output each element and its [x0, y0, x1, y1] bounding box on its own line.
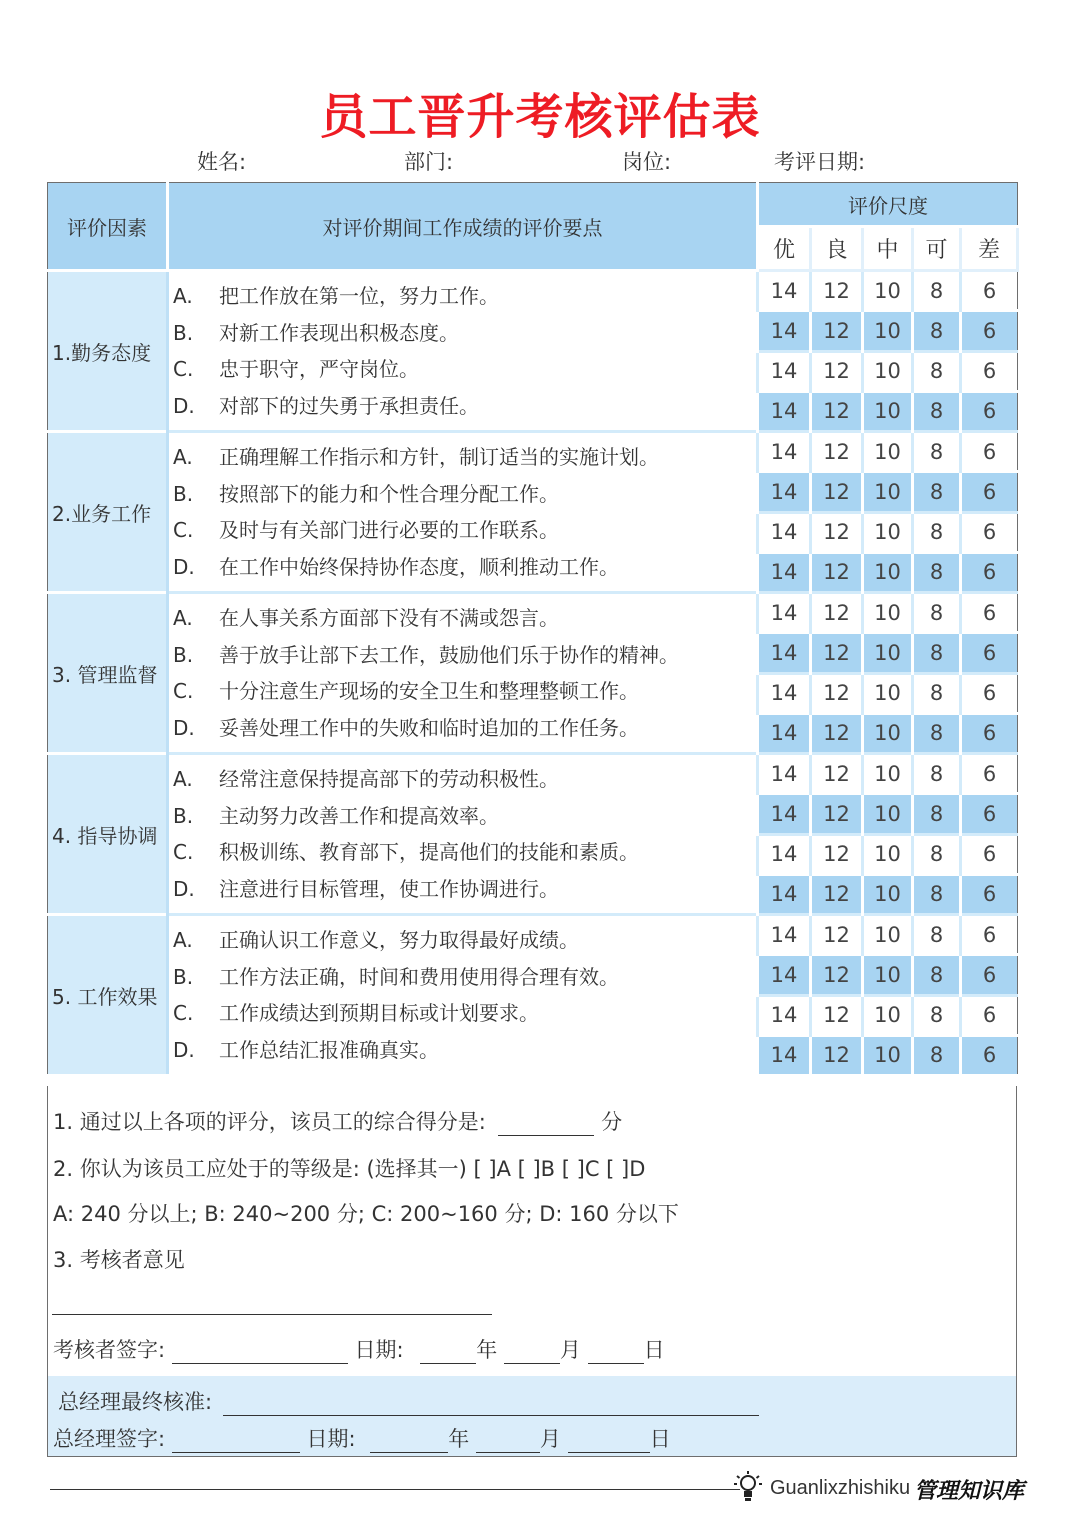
- score-cell[interactable]: 8: [913, 673, 961, 713]
- score-cell[interactable]: 14: [758, 552, 811, 592]
- criteria-letter: D.: [173, 554, 195, 579]
- score-cell[interactable]: 14: [758, 432, 811, 472]
- position-label: 岗位:: [622, 150, 672, 174]
- grade-good: 良: [811, 227, 863, 271]
- score-cell[interactable]: 6: [961, 1035, 1018, 1074]
- criteria-cell: [168, 271, 758, 432]
- score-cell[interactable]: 14: [758, 713, 811, 753]
- criteria-item: [173, 761, 756, 798]
- score-cell[interactable]: 6: [961, 391, 1018, 431]
- score-cell[interactable]: 12: [811, 915, 863, 955]
- criteria-item: [173, 278, 756, 315]
- score-cell[interactable]: 10: [863, 955, 913, 995]
- score-cell[interactable]: 10: [863, 713, 913, 753]
- criteria-letter: A.: [173, 284, 193, 308]
- score-cell[interactable]: 10: [863, 391, 913, 431]
- score-cell[interactable]: 6: [961, 512, 1018, 552]
- criteria-letter: B.: [173, 642, 194, 667]
- page-title: 员工晋升考核评估表: [319, 89, 761, 145]
- score-cell[interactable]: 8: [913, 1035, 961, 1074]
- score-cell[interactable]: 14: [758, 593, 811, 633]
- criteria-letter: D.: [173, 393, 195, 418]
- score-cell[interactable]: 10: [863, 552, 913, 592]
- score-cell[interactable]: 8: [913, 915, 961, 955]
- gm-month-field[interactable]: [476, 1430, 540, 1453]
- score-cell[interactable]: 14: [758, 351, 811, 391]
- opinion-field[interactable]: [52, 1314, 492, 1315]
- table-row: [48, 915, 1018, 955]
- gm-sign-line: [53, 1423, 671, 1453]
- factor-cell: 1.勤务态度: [48, 271, 168, 432]
- gm-day-field[interactable]: [568, 1430, 650, 1453]
- score-cell[interactable]: 8: [913, 512, 961, 552]
- table-row: [48, 271, 1018, 311]
- score-cell[interactable]: 14: [758, 472, 811, 512]
- criteria-letter: A.: [173, 445, 193, 469]
- score-cell[interactable]: 6: [961, 754, 1018, 794]
- factor-cell: 3. 管理监督: [48, 593, 168, 754]
- criteria-letter: B.: [173, 481, 194, 506]
- total-score-label: 1. 通过以上各项的评分，该员工的综合得分是:: [53, 1110, 486, 1134]
- gm-date-label: 日期:: [306, 1427, 356, 1451]
- score-cell[interactable]: 12: [811, 472, 863, 512]
- criteria-letter: B.: [173, 964, 194, 989]
- criteria-item: [173, 351, 756, 388]
- criteria-text: 工作方法正确，时间和费用使用得合理有效。: [219, 964, 619, 989]
- score-cell[interactable]: 12: [811, 995, 863, 1035]
- gm-sign-field[interactable]: [172, 1430, 300, 1453]
- score-cell[interactable]: 14: [758, 391, 811, 431]
- score-cell[interactable]: 10: [863, 472, 913, 512]
- score-cell[interactable]: 14: [758, 673, 811, 713]
- table-body: [48, 271, 1018, 1075]
- grade-average: 中: [863, 227, 913, 271]
- criteria-item: [173, 388, 756, 425]
- score-cell[interactable]: 12: [811, 955, 863, 995]
- score-cell[interactable]: 8: [913, 834, 961, 874]
- criteria-letter: D.: [173, 876, 195, 901]
- score-cell[interactable]: 14: [758, 995, 811, 1035]
- criteria-letter: D.: [173, 1037, 195, 1062]
- score-cell[interactable]: 6: [961, 271, 1018, 311]
- reviewer-day-field[interactable]: [588, 1341, 644, 1364]
- criteria-letter: A.: [173, 606, 193, 630]
- criteria-text: 在工作中始终保持协作态度，顺利推动工作。: [219, 554, 619, 579]
- day-label: 日: [643, 1338, 665, 1362]
- criteria-text: 及时与有关部门进行必要的工作联系。: [219, 518, 559, 542]
- criteria-text: 工作总结汇报准确真实。: [219, 1037, 439, 1062]
- score-cell[interactable]: 6: [961, 432, 1018, 472]
- score-cell[interactable]: 12: [811, 552, 863, 592]
- score-cell[interactable]: 6: [961, 955, 1018, 995]
- criteria-item: [173, 315, 756, 352]
- criteria-text: 对新工作表现出积极态度。: [219, 320, 459, 345]
- header-factor: 评价因素: [48, 183, 168, 271]
- score-cell[interactable]: 12: [811, 794, 863, 834]
- criteria-item: [173, 549, 756, 586]
- score-cell[interactable]: 10: [863, 311, 913, 351]
- score-cell[interactable]: 8: [913, 794, 961, 834]
- score-cell[interactable]: 14: [758, 512, 811, 552]
- score-cell[interactable]: 6: [961, 874, 1018, 914]
- score-cell[interactable]: 10: [863, 432, 913, 472]
- reviewer-sign-field[interactable]: [172, 1341, 348, 1364]
- table-row: [48, 432, 1018, 472]
- score-cell[interactable]: 10: [863, 271, 913, 311]
- criteria-text: 忠于职守，严守岗位。: [219, 357, 419, 381]
- criteria-letter: B.: [173, 803, 194, 828]
- criteria-text: 正确认识工作意义，努力取得最好成绩。: [219, 928, 579, 952]
- score-cell[interactable]: 14: [758, 874, 811, 914]
- grade-excellent: 优: [758, 227, 811, 271]
- criteria-text: 正确理解工作指示和方针，制订适当的实施计划。: [219, 445, 659, 469]
- reviewer-year-field[interactable]: [420, 1341, 476, 1364]
- score-cell[interactable]: 10: [863, 593, 913, 633]
- score-cell[interactable]: 6: [961, 633, 1018, 673]
- criteria-text: 对部下的过失勇于承担责任。: [219, 393, 479, 418]
- factor-cell: 5. 工作效果: [48, 915, 168, 1075]
- score-cell[interactable]: 6: [961, 311, 1018, 351]
- criteria-item: [173, 834, 756, 871]
- criteria-text: 把工作放在第一位，努力工作。: [219, 284, 499, 308]
- criteria-text: 善于放手让部下去工作，鼓励他们乐于协作的精神。: [219, 642, 679, 667]
- summary-section: [47, 1086, 1017, 1457]
- score-cell[interactable]: 12: [811, 391, 863, 431]
- factor-cell: 4. 指导协调: [48, 754, 168, 915]
- gm-approval-band: [48, 1376, 1016, 1456]
- criteria-item: [173, 476, 756, 513]
- score-cell[interactable]: 6: [961, 472, 1018, 512]
- gm-approve-field[interactable]: [223, 1393, 759, 1416]
- grade-question: 2. 你认为该员工应处于的等级是: (选择其一) [ ]A [ ]B [ ]C [ ]D: [53, 1157, 646, 1181]
- criteria-item: [173, 995, 756, 1032]
- score-cell[interactable]: 6: [961, 673, 1018, 713]
- score-cell[interactable]: 12: [811, 754, 863, 794]
- score-cell[interactable]: 8: [913, 754, 961, 794]
- gm-approve-line: [58, 1386, 759, 1416]
- score-cell[interactable]: 10: [863, 512, 913, 552]
- criteria-item: [173, 959, 756, 996]
- score-cell[interactable]: 6: [961, 552, 1018, 592]
- criteria-letter: A.: [173, 928, 193, 952]
- score-cell[interactable]: 12: [811, 351, 863, 391]
- score-cell[interactable]: 10: [863, 874, 913, 914]
- criteria-item: [173, 673, 756, 710]
- criteria-letter: C.: [173, 679, 194, 703]
- info-row: [0, 146, 1080, 176]
- score-cell[interactable]: 10: [863, 351, 913, 391]
- score-cell[interactable]: 8: [913, 432, 961, 472]
- score-cell[interactable]: 12: [811, 834, 863, 874]
- criteria-letter: C.: [173, 1001, 194, 1025]
- evaluation-table: [47, 182, 1019, 1074]
- criteria-letter: B.: [173, 320, 194, 345]
- criteria-letter: C.: [173, 840, 194, 864]
- reviewer-sign-line: [53, 1334, 665, 1364]
- reviewer-month-field[interactable]: [504, 1341, 560, 1364]
- month-label: 月: [559, 1338, 581, 1362]
- score-cell[interactable]: 8: [913, 271, 961, 311]
- criteria-cell: [168, 754, 758, 915]
- name-label: 姓名:: [197, 150, 247, 174]
- criteria-text: 妥善处理工作中的失败和临时追加的工作任务。: [219, 715, 639, 740]
- total-score-line: [53, 1106, 622, 1136]
- criteria-text: 工作成绩达到预期目标或计划要求。: [219, 1001, 539, 1025]
- score-cell[interactable]: 10: [863, 754, 913, 794]
- criteria-letter: C.: [173, 518, 194, 542]
- header-points: 对评价期间工作成绩的评价要点: [168, 183, 758, 271]
- criteria-letter: D.: [173, 715, 195, 740]
- score-cell[interactable]: 12: [811, 512, 863, 552]
- criteria-item: [173, 637, 756, 674]
- criteria-item: [173, 798, 756, 835]
- score-cell[interactable]: 12: [811, 713, 863, 753]
- criteria-item: [173, 710, 756, 747]
- score-cell[interactable]: 10: [863, 633, 913, 673]
- score-cell[interactable]: 6: [961, 351, 1018, 391]
- criteria-item: [173, 600, 756, 637]
- score-cell[interactable]: 14: [758, 271, 811, 311]
- score-cell[interactable]: 12: [811, 673, 863, 713]
- reviewer-date-label: 日期:: [354, 1338, 404, 1362]
- score-cell[interactable]: 14: [758, 633, 811, 673]
- criteria-text: 经常注意保持提高部下的劳动积极性。: [219, 767, 559, 791]
- score-cell[interactable]: 10: [863, 794, 913, 834]
- score-cell[interactable]: 8: [913, 351, 961, 391]
- score-cell[interactable]: 10: [863, 915, 913, 955]
- footer-brand-en: Guanlixzhishiku: [770, 1477, 911, 1499]
- criteria-cell: [168, 593, 758, 754]
- score-cell[interactable]: 12: [811, 1035, 863, 1074]
- evaluation-date-label: 考评日期:: [774, 150, 866, 174]
- reviewer-opinion-label: 3. 考核者意见: [53, 1248, 185, 1272]
- score-cell[interactable]: 12: [811, 874, 863, 914]
- score-cell[interactable]: 14: [758, 955, 811, 995]
- gm-approve-label: 总经理最终核准:: [58, 1390, 213, 1414]
- department-label: 部门:: [404, 150, 454, 174]
- criteria-text: 在人事关系方面部下没有不满或怨言。: [219, 606, 559, 630]
- grade-poor: 差: [961, 227, 1018, 271]
- score-cell[interactable]: 8: [913, 311, 961, 351]
- score-cell[interactable]: 8: [913, 552, 961, 592]
- score-cell[interactable]: 6: [961, 593, 1018, 633]
- score-cell[interactable]: 10: [863, 673, 913, 713]
- criteria-item: [173, 922, 756, 959]
- criteria-text: 十分注意生产现场的安全卫生和整理整顿工作。: [219, 679, 639, 703]
- score-cell[interactable]: 8: [913, 713, 961, 753]
- criteria-item: [173, 1032, 756, 1069]
- header-scale: 评价尺度: [758, 183, 1018, 227]
- score-cell[interactable]: 8: [913, 955, 961, 995]
- factor-cell: 2.业务工作: [48, 432, 168, 593]
- criteria-text: 注意进行目标管理，使工作协调进行。: [219, 876, 559, 901]
- score-cell[interactable]: 10: [863, 834, 913, 874]
- year-label: 年: [476, 1338, 498, 1362]
- criteria-cell: [168, 432, 758, 593]
- total-score-field[interactable]: [498, 1113, 594, 1136]
- gm-month-label: 月: [539, 1427, 561, 1451]
- footer-divider: [50, 1489, 740, 1490]
- score-cell[interactable]: 8: [913, 593, 961, 633]
- score-unit: 分: [601, 1110, 623, 1134]
- criteria-text: 积极训练、教育部下，提高他们的技能和素质。: [219, 840, 639, 864]
- score-cell[interactable]: 14: [758, 915, 811, 955]
- criteria-text: 按照部下的能力和个性合理分配工作。: [219, 481, 559, 506]
- score-cell[interactable]: 10: [863, 995, 913, 1035]
- score-cell[interactable]: 14: [758, 754, 811, 794]
- score-cell[interactable]: 6: [961, 834, 1018, 874]
- criteria-letter: A.: [173, 767, 193, 791]
- score-cell[interactable]: 10: [863, 1035, 913, 1074]
- reviewer-sign-label: 考核者签字:: [53, 1338, 166, 1362]
- gm-sign-label: 总经理签字:: [53, 1427, 166, 1451]
- grade-fair: 可: [913, 227, 961, 271]
- score-cell[interactable]: 6: [961, 794, 1018, 834]
- score-cell[interactable]: 6: [961, 915, 1018, 955]
- lightbulb-icon: [734, 1470, 762, 1506]
- score-cell[interactable]: 8: [913, 995, 961, 1035]
- score-cell[interactable]: 14: [758, 1035, 811, 1074]
- criteria-letter: C.: [173, 357, 194, 381]
- score-cell[interactable]: 12: [811, 593, 863, 633]
- gm-day-label: 日: [649, 1427, 671, 1451]
- gm-year-field[interactable]: [370, 1430, 448, 1453]
- score-cell[interactable]: 14: [758, 311, 811, 351]
- table-row: [48, 754, 1018, 794]
- score-cell[interactable]: 8: [913, 472, 961, 512]
- score-cell[interactable]: 8: [913, 633, 961, 673]
- criteria-item: [173, 871, 756, 908]
- criteria-cell: [168, 915, 758, 1075]
- score-cell[interactable]: 12: [811, 311, 863, 351]
- score-cell[interactable]: 8: [913, 874, 961, 914]
- score-cell[interactable]: 12: [811, 633, 863, 673]
- score-cell[interactable]: 6: [961, 713, 1018, 753]
- score-cell[interactable]: 14: [758, 794, 811, 834]
- table-row: [48, 593, 1018, 633]
- score-cell[interactable]: 6: [961, 995, 1018, 1035]
- gm-year-label: 年: [448, 1427, 470, 1451]
- footer-brand-cn: 管理知识库: [914, 1478, 1025, 1504]
- criteria-item: [173, 512, 756, 549]
- score-cell[interactable]: 12: [811, 271, 863, 311]
- grade-definitions: A: 240 分以上; B: 240~200 分; C: 200~160 分; D: 160 分以下: [53, 1202, 679, 1226]
- score-cell[interactable]: 14: [758, 834, 811, 874]
- score-cell[interactable]: 8: [913, 391, 961, 431]
- score-cell[interactable]: 12: [811, 432, 863, 472]
- criteria-item: [173, 439, 756, 476]
- criteria-text: 主动努力改善工作和提高效率。: [219, 803, 499, 828]
